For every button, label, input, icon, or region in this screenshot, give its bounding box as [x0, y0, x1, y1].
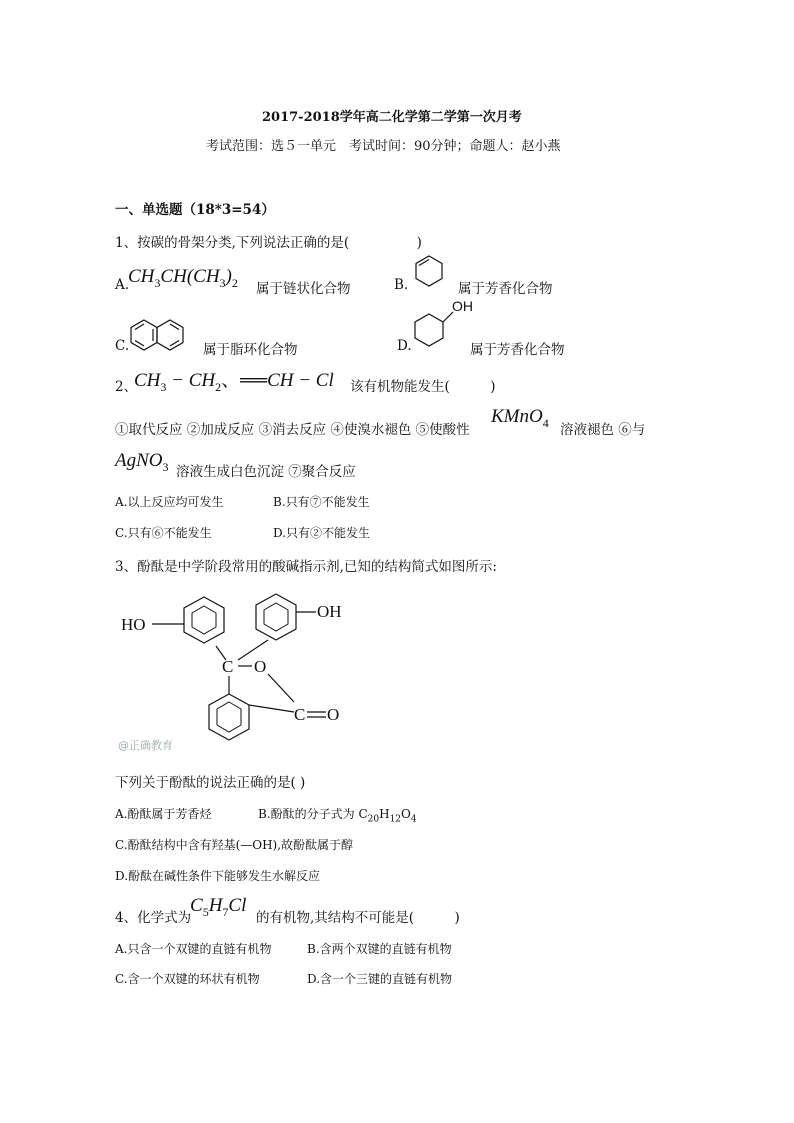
q1-option-a-text: 属于链状化合物: [256, 281, 351, 297]
q1-option-b-label: B.: [394, 277, 409, 293]
q1-option-b-text: 属于芳香化合物: [458, 281, 553, 297]
q1-option-c-text: 属于脂环化合物: [203, 342, 298, 358]
carbonyl-c-label: C: [294, 705, 306, 724]
central-c-label: C: [222, 657, 234, 676]
q2-option-c: C.只有⑥不能发生: [115, 526, 212, 540]
q1-stem: 1、按碳的骨架分类,下列说法正确的是( ): [115, 235, 422, 251]
q1-option-d-text: 属于芳香化合物: [470, 342, 565, 358]
ho-label: HO: [121, 615, 146, 634]
q2-line2-text: 溶液生成白色沉淀 ⑦聚合反应: [176, 464, 356, 480]
q4-stem-tail: 的有机物,其结构不可能是( ): [256, 910, 460, 926]
q3-option-a: A.酚酞属于芳香烃: [115, 807, 212, 821]
cyclohexene-structure: [414, 254, 444, 290]
q2-option-b: B.只有⑦不能发生: [273, 495, 370, 509]
q3-option-b: B.酚酞的分子式为 $C_{20}H_{12}O_4$: [258, 807, 417, 825]
q3-question: 下列关于酚酞的说法正确的是( ): [115, 775, 306, 791]
q2-number: 2、: [115, 379, 138, 395]
q2-formula: $CH_3 - CH_2$、══CH − Cl: [134, 370, 334, 394]
q2-agno3: AgNO$_3$: [115, 450, 169, 474]
naphthalene-structure: [129, 318, 189, 354]
q2-option-d: D.只有②不能发生: [273, 526, 371, 540]
carbonyl-o-label: O: [327, 705, 340, 724]
q1-option-d-label: D.: [397, 338, 412, 354]
oh-label: OH: [452, 298, 473, 314]
oh-right-label: OH: [317, 602, 342, 621]
q4-option-d: D.含一个三键的直链有机物: [307, 972, 453, 986]
q3-stem: 3、酚酞是中学阶段常用的酸碱指示剂,已知的结构简式如图所示:: [115, 559, 497, 575]
cyclohexanol-structure: [412, 296, 472, 352]
q1-option-a-label: A.: [115, 277, 130, 293]
q2-line1-tail: 溶液褪色 ⑥与: [560, 422, 646, 438]
q4-option-b: B.含两个双键的直链有机物: [307, 942, 452, 956]
q4-formula: $C_5H_7Cl$: [190, 895, 247, 919]
q2-kmno4: KMnO$_4$: [491, 406, 549, 430]
q4-number: 4、化学式为: [115, 910, 192, 926]
q2-stem-tail: 该有机物能发生( ): [350, 379, 496, 395]
page-title: 2017-2018学年高二化学第二学第一次月考: [262, 110, 522, 125]
ring-o-label: O: [254, 657, 267, 676]
exam-info: 考试范围：选５一单元 考试时间：90分钟；命题人：赵小燕: [206, 139, 561, 154]
phenolphthalein-structure: [118, 590, 363, 758]
q1-option-a-formula: $CH_3CH(CH_3)_2$: [128, 266, 238, 290]
q2-line1-text: ①取代反应 ②加成反应 ③消去反应 ④使溴水褪色 ⑤使酸性: [115, 422, 470, 438]
section-heading: 一、单选题（18*3=54）: [115, 202, 275, 218]
watermark: @正确教育: [118, 739, 173, 752]
q3-option-d: D.酚酞在碱性条件下能够发生水解反应: [115, 869, 321, 883]
q3-option-c: C.酚酞结构中含有羟基(—OH),故酚酞属于醇: [115, 838, 354, 852]
q4-option-c: C.含一个双键的环状有机物: [115, 972, 260, 986]
q1-option-c-label: C.: [115, 338, 130, 354]
q4-option-a: A.只含一个双键的直链有机物: [115, 942, 272, 956]
q2-option-a: A.以上反应均可发生: [115, 495, 224, 509]
